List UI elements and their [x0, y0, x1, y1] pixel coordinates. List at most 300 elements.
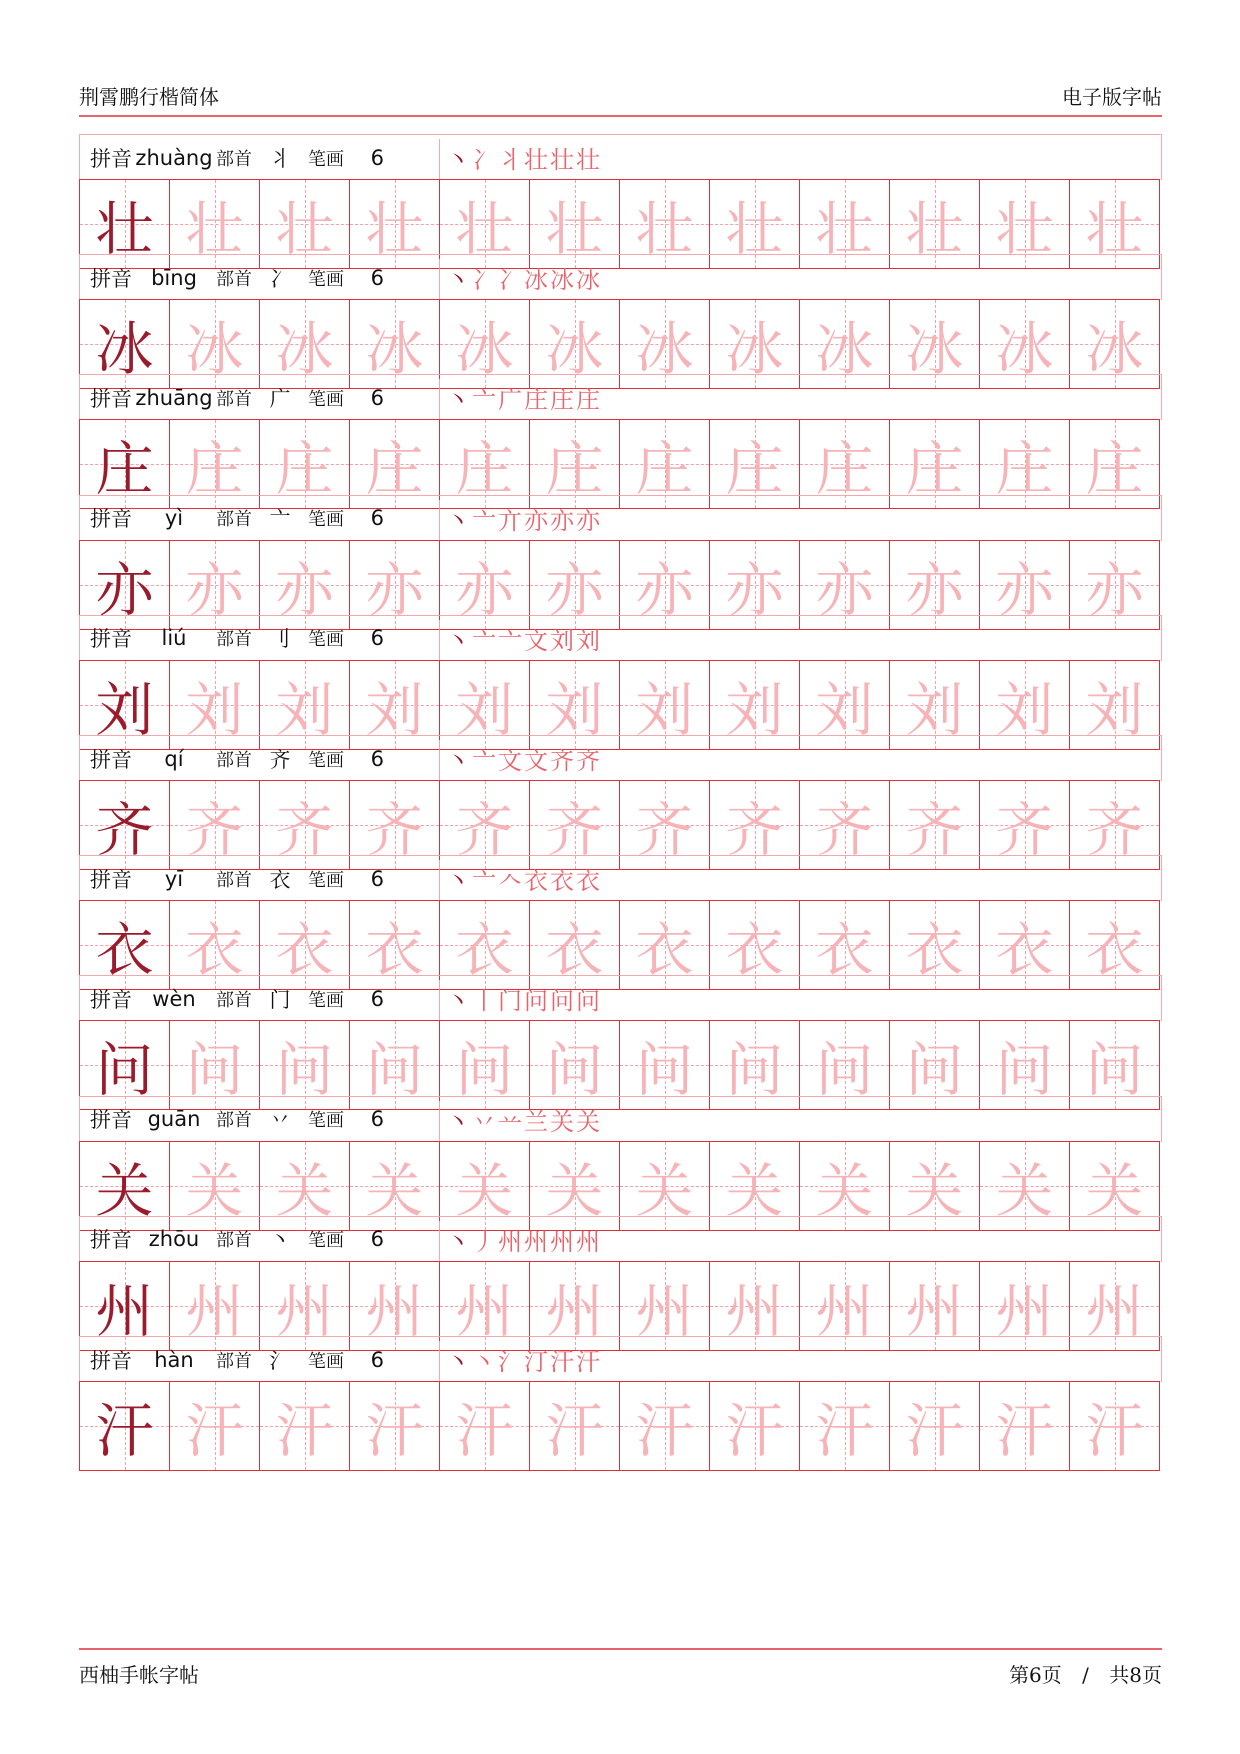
stroke-step: 广 — [498, 386, 524, 415]
character-block — [79, 975, 1162, 1111]
radical-label: 部首 — [216, 148, 252, 170]
radical-label: 部首 — [216, 268, 252, 290]
practice-grid-row — [79, 1381, 1162, 1471]
trace-character-cell — [889, 1020, 980, 1110]
trace-character: 刘 — [725, 675, 784, 744]
stroke-step: 壮 — [550, 146, 576, 174]
stroke-label: 笔画 — [308, 1110, 344, 1132]
trace-character: 齐 — [815, 796, 874, 864]
trace-character-cell — [349, 540, 440, 630]
trace-character: 问 — [455, 1036, 514, 1105]
practice-grid-row — [79, 540, 1162, 630]
trace-character: 冰 — [725, 315, 784, 384]
trace-character-cell — [799, 780, 890, 870]
trace-character-cell — [349, 179, 440, 269]
stroke-step: 文 — [524, 747, 550, 775]
page-header — [79, 78, 1162, 112]
pinyin-value: liú — [161, 626, 187, 651]
trace-character: 刘 — [635, 675, 694, 744]
trace-character: 亦 — [185, 555, 244, 624]
trace-character: 庄 — [365, 435, 424, 504]
trace-character: 衣 — [635, 916, 694, 985]
stroke-step: 衣 — [576, 867, 602, 896]
trace-character: 刘 — [455, 675, 514, 744]
practice-grid-row — [79, 179, 1162, 269]
trace-character: 关 — [275, 1156, 334, 1225]
trace-character-cell — [169, 660, 260, 750]
model-character: 问 — [95, 1036, 154, 1105]
trace-character-cell — [529, 660, 620, 750]
trace-character-cell — [889, 299, 980, 389]
trace-character: 亦 — [1085, 555, 1144, 624]
radical-value: 氵 — [269, 1348, 291, 1373]
stroke-step: 问 — [576, 987, 602, 1016]
trace-character-cell — [709, 780, 800, 870]
stroke-step: 州 — [550, 1227, 576, 1256]
trace-character: 汗 — [365, 1397, 424, 1465]
model-character: 汗 — [95, 1397, 154, 1465]
stroke-step: 刘 — [576, 626, 602, 655]
footer-divider — [79, 1648, 1162, 1650]
pinyin-label: 拼音 — [90, 1228, 132, 1253]
trace-character: 亦 — [725, 555, 784, 624]
stroke-count: 6 — [370, 265, 384, 290]
trace-character-cell — [349, 1141, 440, 1231]
trace-character: 州 — [275, 1276, 334, 1345]
practice-grid-row — [79, 1261, 1162, 1351]
trace-character: 衣 — [905, 916, 964, 985]
trace-character: 冰 — [635, 315, 694, 384]
trace-character-cell — [619, 1381, 710, 1471]
trace-character-cell — [709, 179, 800, 269]
radical-label: 部首 — [216, 869, 252, 891]
model-character: 齐 — [95, 796, 154, 864]
character-block — [79, 254, 1162, 390]
trace-character-cell — [169, 1020, 260, 1110]
stroke-step: 冫 — [472, 146, 498, 174]
trace-character: 州 — [725, 1276, 784, 1345]
trace-character: 州 — [365, 1276, 424, 1345]
trace-character: 庄 — [995, 435, 1054, 504]
trace-character-cell — [979, 299, 1070, 389]
pinyin-label: 拼音 — [90, 1108, 132, 1133]
trace-character-cell — [979, 1381, 1070, 1471]
trace-character: 冰 — [545, 315, 604, 384]
trace-character: 齐 — [995, 796, 1054, 864]
practice-grid-row — [79, 299, 1162, 389]
stroke-step: 亠 — [498, 626, 524, 655]
trace-character: 问 — [1085, 1036, 1144, 1105]
trace-character-cell — [259, 1261, 350, 1351]
stroke-step: 关 — [550, 1107, 576, 1136]
model-character-cell — [79, 179, 170, 269]
stroke-label: 笔画 — [308, 749, 344, 771]
trace-character: 问 — [635, 1036, 694, 1105]
trace-character-cell — [799, 419, 890, 509]
trace-character: 衣 — [815, 916, 874, 985]
trace-character-cell — [259, 419, 350, 509]
stroke-step: 亦 — [550, 506, 576, 535]
stroke-step: 州 — [524, 1227, 550, 1256]
trace-character-cell — [349, 1261, 440, 1351]
radical-label: 部首 — [216, 629, 252, 651]
trace-character-cell — [709, 540, 800, 630]
trace-character-cell — [349, 780, 440, 870]
trace-character: 关 — [995, 1156, 1054, 1225]
stroke-step: 丬 — [498, 146, 524, 174]
trace-character-cell — [1069, 1141, 1160, 1231]
trace-character: 衣 — [545, 916, 604, 985]
stroke-step: 丿 — [472, 1227, 498, 1256]
character-block — [79, 1216, 1162, 1352]
trace-character-cell — [619, 780, 710, 870]
pinyin-label: 拼音 — [90, 747, 132, 772]
stroke-step: 衣 — [524, 867, 550, 896]
stroke-step: 冰 — [550, 266, 576, 295]
character-block — [79, 374, 1162, 510]
trace-character-cell — [259, 1141, 350, 1231]
trace-character-cell — [1069, 299, 1160, 389]
trace-character-cell — [439, 419, 530, 509]
trace-character: 刘 — [545, 675, 604, 744]
stroke-step: 亣 — [498, 506, 524, 535]
pinyin-label: 拼音 — [90, 146, 132, 171]
trace-character-cell — [1069, 1020, 1160, 1110]
model-character-cell — [79, 540, 170, 630]
radical-label: 部首 — [216, 509, 252, 531]
trace-character: 汗 — [815, 1397, 874, 1465]
pinyin-value: hàn — [154, 1347, 194, 1372]
trace-character: 关 — [365, 1156, 424, 1225]
radical-value: 衣 — [269, 867, 291, 892]
pinyin-value: qí — [164, 746, 184, 771]
trace-character: 冰 — [455, 315, 514, 384]
trace-character-cell — [259, 780, 350, 870]
stroke-label: 笔画 — [308, 388, 344, 410]
trace-character-cell — [169, 780, 260, 870]
stroke-count: 6 — [370, 385, 384, 410]
info-divider — [439, 139, 440, 180]
model-character-cell — [79, 1020, 170, 1110]
trace-character-cell — [349, 419, 440, 509]
trace-character: 冰 — [275, 315, 334, 384]
trace-character: 问 — [365, 1036, 424, 1105]
trace-character-cell — [979, 780, 1070, 870]
model-character: 亦 — [95, 555, 154, 624]
stroke-step: 齐 — [576, 747, 602, 775]
practice-grid-row — [79, 419, 1162, 509]
pagination — [1009, 1659, 1162, 1688]
practice-sheet — [79, 134, 1162, 1634]
trace-character-cell — [169, 299, 260, 389]
trace-character-cell — [619, 660, 710, 750]
trace-character: 齐 — [275, 796, 334, 864]
trace-character: 衣 — [455, 916, 514, 985]
pinyin-value: bīng — [151, 265, 197, 290]
trace-character-cell — [169, 1261, 260, 1351]
trace-character-cell — [709, 900, 800, 990]
stroke-step: 䒑 — [498, 1107, 524, 1136]
pinyin-value: zhōu — [148, 1227, 200, 1252]
stroke-step: 文 — [524, 626, 550, 655]
trace-character: 问 — [725, 1036, 784, 1105]
stroke-step: 亠 — [472, 386, 498, 415]
stroke-count: 6 — [370, 145, 384, 170]
pinyin-value: yì — [164, 506, 184, 531]
trace-character: 庄 — [185, 435, 244, 504]
stroke-step: 亠 — [472, 506, 498, 535]
practice-grid-row — [79, 660, 1162, 750]
stroke-label: 笔画 — [308, 629, 344, 651]
trace-character: 冰 — [185, 315, 244, 384]
trace-character-cell — [349, 1020, 440, 1110]
trace-character: 庄 — [455, 435, 514, 504]
trace-character-cell — [979, 900, 1070, 990]
stroke-step: 丶 — [446, 626, 472, 655]
radical-label: 部首 — [216, 1230, 252, 1252]
trace-character: 齐 — [635, 796, 694, 864]
radical-value: 门 — [269, 987, 291, 1012]
trace-character-cell — [529, 1381, 620, 1471]
stroke-step: 问 — [524, 987, 550, 1016]
radical-label: 部首 — [216, 749, 252, 771]
trace-character: 刘 — [995, 675, 1054, 744]
stroke-step: 汀 — [524, 1348, 550, 1376]
trace-character: 亦 — [815, 555, 874, 624]
pinyin-value: zhuàng — [135, 145, 213, 170]
trace-character-cell — [439, 1381, 530, 1471]
character-block — [79, 1096, 1162, 1232]
stroke-step: 壮 — [576, 146, 602, 174]
trace-character: 州 — [815, 1276, 874, 1345]
model-character-cell — [79, 900, 170, 990]
trace-character: 冰 — [995, 315, 1054, 384]
trace-character: 庄 — [1085, 435, 1144, 504]
character-block — [79, 495, 1162, 631]
trace-character-cell — [349, 299, 440, 389]
trace-character-cell — [799, 900, 890, 990]
trace-character: 齐 — [545, 796, 604, 864]
trace-character-cell — [979, 1261, 1070, 1351]
trace-character-cell — [709, 419, 800, 509]
radical-label: 部首 — [216, 388, 252, 410]
trace-character: 州 — [185, 1276, 244, 1345]
trace-character-cell — [169, 1141, 260, 1231]
trace-character-cell — [709, 1381, 800, 1471]
stroke-order — [446, 135, 602, 180]
trace-character: 庄 — [905, 435, 964, 504]
stroke-step: 冰 — [524, 266, 550, 295]
stroke-count: 6 — [370, 746, 384, 771]
trace-character-cell — [259, 179, 350, 269]
trace-character-cell — [169, 900, 260, 990]
model-character: 冰 — [95, 315, 154, 384]
trace-character: 衣 — [185, 916, 244, 985]
stroke-step: 亦 — [524, 506, 550, 535]
trace-character: 庄 — [275, 435, 334, 504]
trace-character-cell — [529, 419, 620, 509]
trace-character-cell — [529, 780, 620, 870]
stroke-count: 6 — [370, 866, 384, 891]
trace-character-cell — [169, 419, 260, 509]
trace-character-cell — [799, 1020, 890, 1110]
trace-character: 壮 — [725, 195, 784, 263]
pinyin-label: 拼音 — [90, 266, 132, 291]
stroke-step: 冫 — [472, 266, 498, 295]
trace-character: 问 — [275, 1036, 334, 1105]
stroke-count: 6 — [370, 506, 384, 531]
trace-character-cell — [889, 1381, 980, 1471]
model-character-cell — [79, 1261, 170, 1351]
trace-character: 壮 — [635, 195, 694, 263]
stroke-step: 亦 — [576, 506, 602, 535]
pinyin-value: guān — [147, 1107, 201, 1132]
trace-character: 亦 — [365, 555, 424, 624]
model-character: 州 — [95, 1276, 154, 1345]
stroke-step: 门 — [498, 987, 524, 1016]
stroke-step: 汗 — [550, 1348, 576, 1376]
radical-value: 丷 — [269, 1108, 291, 1133]
trace-character-cell — [439, 540, 530, 630]
trace-character: 问 — [995, 1036, 1054, 1105]
trace-character-cell — [709, 299, 800, 389]
trace-character: 关 — [635, 1156, 694, 1225]
radical-label: 部首 — [216, 1350, 252, 1372]
stroke-step: 庄 — [576, 386, 602, 415]
trace-character: 衣 — [365, 916, 424, 985]
trace-character: 衣 — [1085, 916, 1144, 985]
trace-character-cell — [799, 1141, 890, 1231]
page-footer — [79, 1655, 1162, 1691]
trace-character-cell — [889, 660, 980, 750]
trace-character-cell — [979, 1020, 1070, 1110]
trace-character-cell — [619, 1020, 710, 1110]
trace-character-cell — [889, 1141, 980, 1231]
trace-character-cell — [169, 179, 260, 269]
trace-character-cell — [529, 299, 620, 389]
trace-character: 壮 — [365, 195, 424, 263]
trace-character-cell — [889, 900, 980, 990]
trace-character: 齐 — [905, 796, 964, 864]
model-character: 关 — [95, 1156, 154, 1225]
trace-character: 关 — [815, 1156, 874, 1225]
radical-value: 齐 — [269, 747, 291, 772]
trace-character-cell — [349, 660, 440, 750]
trace-character: 问 — [815, 1036, 874, 1105]
trace-character: 关 — [1085, 1156, 1144, 1225]
radical-value: 丶 — [269, 1228, 291, 1253]
trace-character-cell — [1069, 540, 1160, 630]
stroke-step: 冫 — [498, 266, 524, 295]
trace-character: 壮 — [905, 195, 964, 263]
trace-character: 州 — [545, 1276, 604, 1345]
stroke-step: 庄 — [524, 386, 550, 415]
pinyin-value: wèn — [152, 986, 196, 1011]
stroke-step: 庄 — [550, 386, 576, 415]
stroke-step: 丶 — [446, 386, 472, 415]
pinyin-label: 拼音 — [90, 867, 132, 892]
stroke-count: 6 — [370, 1107, 384, 1132]
trace-character: 州 — [455, 1276, 514, 1345]
trace-character-cell — [619, 179, 710, 269]
trace-character-cell — [619, 1141, 710, 1231]
model-character-cell — [79, 419, 170, 509]
character-block — [79, 735, 1162, 871]
trace-character-cell — [799, 1261, 890, 1351]
trace-character: 壮 — [815, 195, 874, 263]
trace-character: 齐 — [455, 796, 514, 864]
trace-character: 冰 — [905, 315, 964, 384]
trace-character-cell — [979, 419, 1070, 509]
stroke-step: 丶 — [446, 747, 472, 775]
stroke-step: 丨 — [472, 987, 498, 1016]
trace-character: 壮 — [185, 195, 244, 263]
trace-character: 庄 — [545, 435, 604, 504]
trace-character: 州 — [635, 1276, 694, 1345]
pinyin-label: 拼音 — [90, 507, 132, 532]
trace-character: 汗 — [185, 1397, 244, 1465]
total-pages: 共8页 — [1109, 1662, 1162, 1687]
stroke-count: 6 — [370, 1227, 384, 1252]
trace-character-cell — [979, 1141, 1070, 1231]
stroke-label: 笔画 — [308, 989, 344, 1011]
edition-label: 电子版字帖 — [1062, 84, 1162, 109]
trace-character-cell — [709, 1141, 800, 1231]
trace-character: 庄 — [725, 435, 784, 504]
trace-character: 壮 — [455, 195, 514, 263]
trace-character-cell — [529, 179, 620, 269]
trace-character: 汗 — [545, 1397, 604, 1465]
stroke-step: 文 — [498, 747, 524, 775]
trace-character: 汗 — [905, 1397, 964, 1465]
page-separator: / — [1082, 1662, 1089, 1687]
pinyin-label: 拼音 — [90, 1348, 132, 1373]
trace-character-cell — [709, 1261, 800, 1351]
trace-character: 州 — [1085, 1276, 1144, 1345]
stroke-step: 丶 — [446, 146, 472, 174]
practice-grid-row — [79, 1141, 1162, 1231]
trace-character: 汗 — [1085, 1397, 1144, 1465]
trace-character-cell — [439, 780, 530, 870]
stroke-step: 丶 — [446, 266, 472, 295]
radical-value: 冫 — [269, 266, 291, 291]
trace-character: 齐 — [1085, 796, 1144, 864]
trace-character: 亦 — [455, 555, 514, 624]
trace-character: 刘 — [1085, 675, 1144, 744]
trace-character: 冰 — [815, 315, 874, 384]
trace-character-cell — [1069, 660, 1160, 750]
trace-character: 刘 — [365, 675, 424, 744]
trace-character-cell — [1069, 900, 1160, 990]
stroke-step: 亠 — [472, 867, 498, 896]
trace-character: 问 — [185, 1036, 244, 1105]
header-divider — [79, 115, 1162, 117]
trace-character-cell — [619, 1261, 710, 1351]
trace-character-cell — [619, 299, 710, 389]
trace-character-cell — [709, 1020, 800, 1110]
stroke-step: 丶 — [446, 506, 472, 535]
model-character-cell — [79, 660, 170, 750]
trace-character-cell — [529, 1261, 620, 1351]
radical-value: 丬 — [269, 146, 291, 171]
trace-character-cell — [799, 540, 890, 630]
trace-character: 问 — [905, 1036, 964, 1105]
trace-character-cell — [619, 900, 710, 990]
trace-character: 亦 — [635, 555, 694, 624]
stroke-label: 笔画 — [308, 869, 344, 891]
character-block — [79, 855, 1162, 991]
radical-value: 亠 — [269, 507, 291, 532]
